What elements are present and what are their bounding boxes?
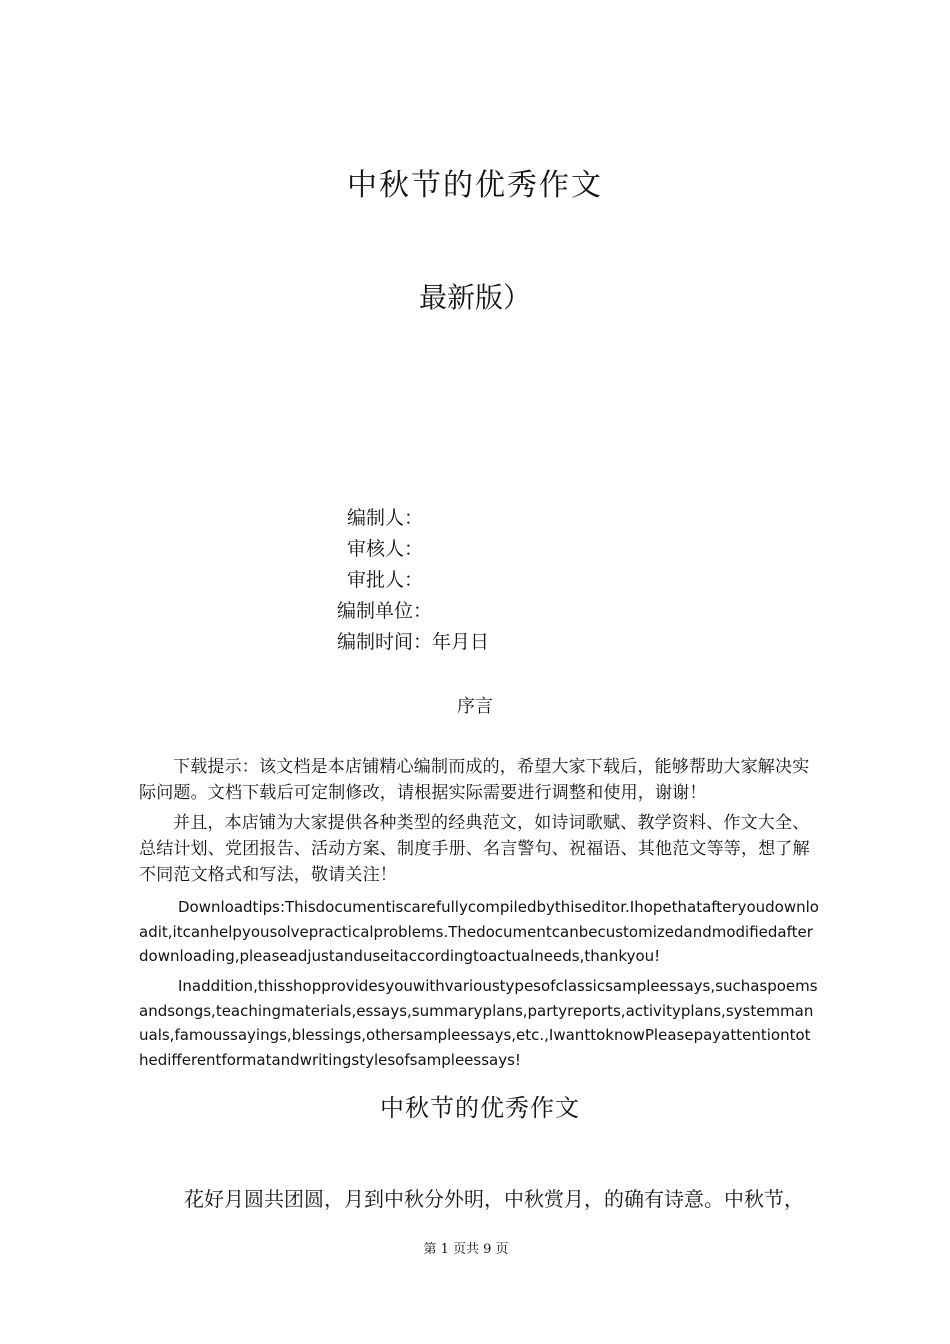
- preface-paragraph-english-shop: Inaddition,thisshopprovidesyouwithvarioustypesofclassicsampleessays,suchaspoemsandsongs,teachingmaterials,essays,summaryplans,partyreports,activityplans,systemmanuals,famoussayings,blessings,othersampleessays,etc.,IwanttoknowPleasepayattentiontothedifferentformatandwritingstylesofsampleessays!: [139, 977, 818, 1069]
- preface-heading: 序言: [457, 696, 493, 717]
- meta-compiler: [347, 503, 423, 534]
- document-subtitle: 最新版）: [418, 281, 531, 314]
- page-footer: 第 1 页共 9 页: [423, 1242, 509, 1257]
- preface-paragraph-english-tip: Downloadtips:Thisdocumentiscarefullycompiledbythiseditor.Ihopethatafteryoudownloadit,itcanhelpyousolvepracticalproblems.Thedocumentcanbecustomizedandmodifiedafterdownloading,pleaseadjustanduseitaccordingtoactualneeds,thankyou!: [139, 898, 819, 965]
- meta-label: 编制人：: [347, 507, 424, 529]
- preface-paragraph-download-tip: 下载提示：该文档是本店铺精心编制而成的，希望大家下载后，能够帮助大家解决实际问题。文档下载后可定制修改，请根据实际需要进行调整和使用，谢谢！: [139, 757, 810, 803]
- meta-date: [337, 627, 489, 658]
- document-title: 中秋节的优秀作文: [347, 168, 603, 203]
- preface-paragraph-shop-info: 并且，本店铺为大家提供各种类型的经典范文，如诗词歌赋、教学资料、作文大全、总结计划、党团报告、活动方案、制度手册、名言警句、祝福语、其他范文等等，想了解不同范文格式和写法，敬请关注！: [139, 813, 810, 885]
- meta-label: 编制单位：: [337, 600, 433, 622]
- meta-approver: [347, 565, 423, 596]
- meta-label: 审批人：: [347, 569, 424, 591]
- meta-unit: [337, 596, 432, 627]
- meta-value: 年月日: [432, 631, 490, 653]
- essay-title: 中秋节的优秀作文: [380, 1094, 580, 1122]
- essay-first-line: 花好月圆共团圆，月到中秋分外明，中秋赏月，的确有诗意。中秋节，: [184, 1187, 804, 1211]
- meta-reviewer: [347, 534, 423, 565]
- meta-label: 审核人：: [347, 538, 424, 560]
- meta-label: 编制时间：: [337, 631, 433, 653]
